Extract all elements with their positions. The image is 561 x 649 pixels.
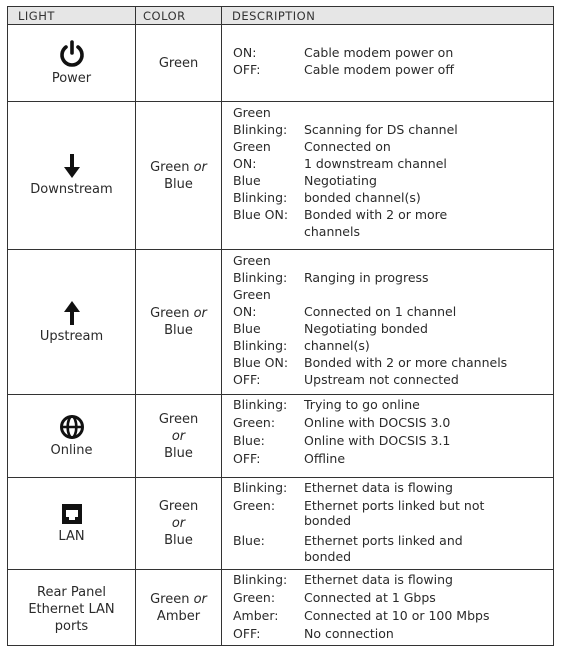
arrow-down-icon [62,153,82,179]
color-text: Blue [164,533,193,548]
state-label: Green [233,253,271,268]
color-cell [136,25,221,101]
state-label: Blue [233,173,261,188]
state-description: Ethernet data is flowing [304,572,453,587]
state-description: Connected at 1 Gbps [304,590,436,605]
state-label: Blue: [233,533,265,548]
table-row [8,25,553,102]
state-description: bonded [304,549,352,564]
arrow-up-icon [62,300,82,326]
state-label: Blue ON: [233,207,289,222]
state-label: Blinking: [233,270,288,285]
table-row [8,395,553,478]
state-description: Bonded with 2 or more channels [304,355,508,370]
state-label: ON: [233,304,257,319]
description-cell [222,478,553,569]
state-description: Online with DOCSIS 3.1 [304,433,451,448]
state-label: ON: [233,45,257,60]
state-label: Green [233,105,271,120]
state-label: Blinking: [233,397,288,412]
state-label: Amber: [233,608,279,623]
light-cell [8,570,135,646]
state-description: Ethernet data is flowing [304,480,453,495]
light-cell [8,478,135,569]
light-name: Downstream [30,182,113,197]
color-text: Green or [150,159,207,175]
state-description: bonded channel(s) [304,190,421,205]
light-name: Rear Panel Ethernet LAN ports [28,584,115,634]
state-description: Ranging in progress [304,270,429,285]
light-name: Upstream [39,328,104,344]
color-text: Blue [164,323,193,338]
state-description: channels [304,224,360,239]
state-label: Green: [233,590,276,605]
globe-icon [59,414,85,440]
color-text: Green or [150,592,207,607]
light-name: LAN [58,529,85,544]
color-text: Green [158,55,199,71]
state-description: Connected at 10 or 100 Mbps [304,608,490,623]
light-cell [8,250,135,394]
state-label: OFF: [233,626,261,641]
description-cell [222,102,553,249]
description-cell [222,250,553,394]
light-cell [8,395,135,477]
state-label: Blue ON: [233,355,289,370]
state-label: Green: [233,498,276,513]
state-label: Blinking: [233,338,288,353]
state-description: Bonded with 2 or more [304,207,448,222]
header-color: COLOR [143,9,186,23]
light-name: Power [51,70,92,86]
color-text: Green [158,411,199,427]
header-description: DESCRIPTION [232,9,316,23]
color-cell [136,570,221,646]
color-text: or [171,428,186,444]
header-light: LIGHT [18,9,55,23]
state-description: Offline [304,451,346,466]
description-cell [222,395,553,477]
description-cell [222,570,553,646]
light-name: Online [50,442,93,458]
color-text: Amber [156,609,201,624]
color-cell [136,478,221,569]
color-text: or [171,516,186,531]
color-text: Green [158,499,199,514]
state-description: Online with DOCSIS 3.0 [304,415,451,430]
state-description: Scanning for DS channel [304,122,458,137]
table-row [8,570,553,646]
light-cell [8,102,135,249]
state-label: OFF: [233,451,261,466]
state-label: Green [233,139,271,154]
state-description: 1 downstream channel [304,156,447,171]
state-description: Connected on [304,139,391,154]
color-text: Blue [164,176,193,192]
state-label: Blinking: [233,480,288,495]
state-label: Green [233,287,271,302]
state-description: Ethernet ports linked but not [304,498,485,513]
color-text: Blue [164,445,193,461]
state-label: Blinking: [233,190,288,205]
state-description: Cable modem power on [304,45,454,60]
state-label: OFF: [233,62,261,77]
description-cell [222,25,553,101]
table-row [8,478,553,570]
state-description: Cable modem power off [304,62,454,77]
state-description: Trying to go online [304,397,420,412]
state-label: Blinking: [233,572,288,587]
state-description: Negotiating [304,173,377,188]
light-cell [8,25,135,101]
state-description: channel(s) [304,338,370,353]
state-label: Blue [233,321,261,336]
state-description: No connection [304,626,394,641]
state-description: Ethernet ports linked and [304,533,463,548]
state-label: Green: [233,415,276,430]
ethernet-port-icon [60,502,84,526]
led-indicator-table [7,6,554,646]
state-description: Negotiating bonded [304,321,428,336]
state-description: Upstream not connected [304,372,459,387]
power-icon [58,40,86,68]
color-text: Green or [150,306,207,321]
color-cell [136,395,221,477]
table-row [8,250,553,395]
color-cell [136,102,221,249]
state-label: ON: [233,156,257,171]
state-label: Blinking: [233,122,288,137]
state-label: Blue: [233,433,265,448]
state-label: OFF: [233,372,261,387]
table-header [8,7,553,25]
color-cell [136,250,221,394]
state-description: Connected on 1 channel [304,304,457,319]
table-row [8,102,553,250]
state-description: bonded [304,513,352,528]
